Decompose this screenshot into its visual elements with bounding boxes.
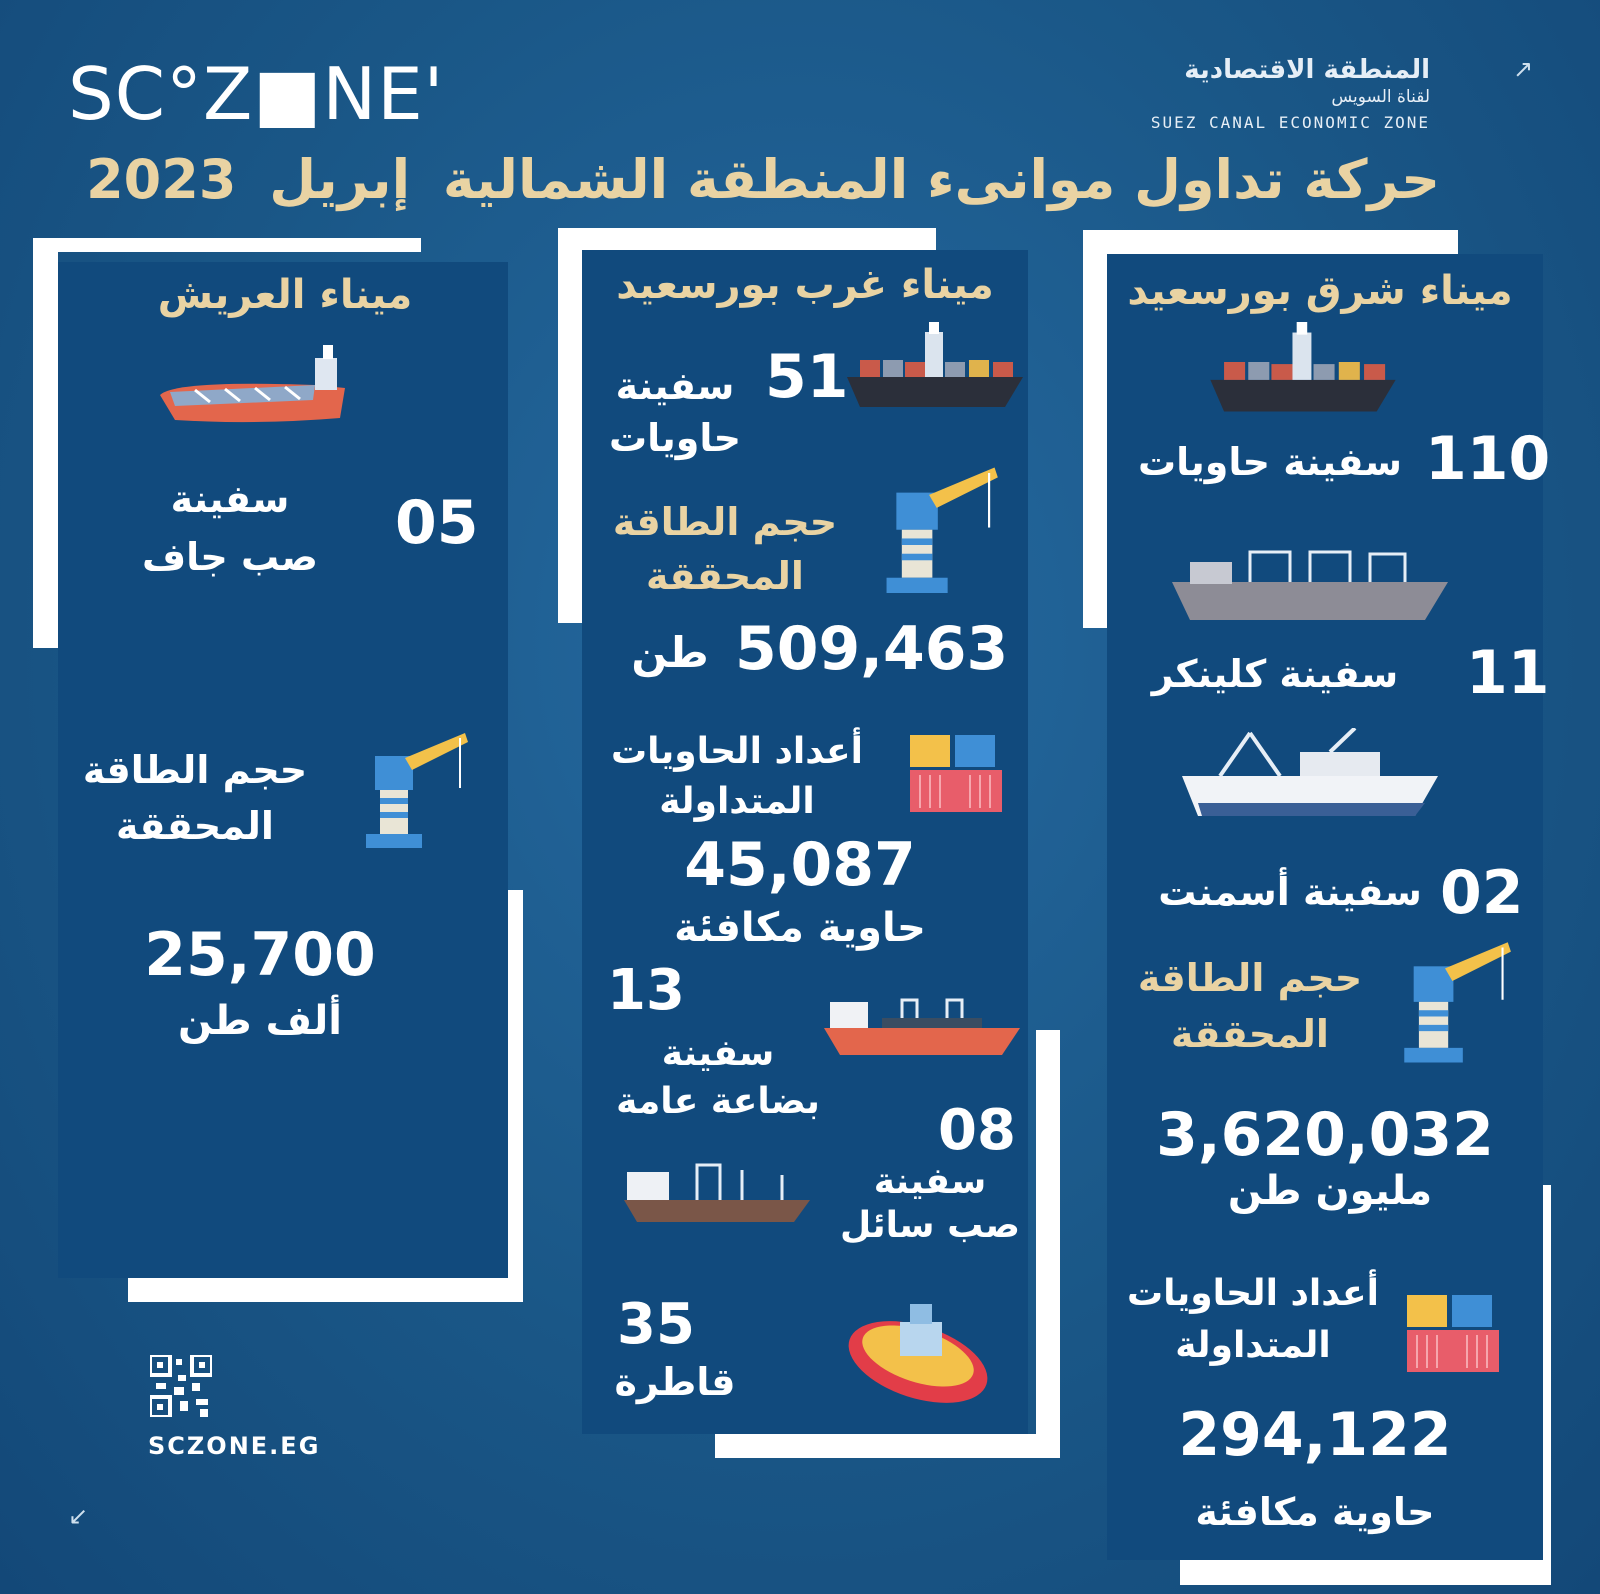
west-general-value: 13 — [607, 958, 685, 1023]
west-containers-label-1: أعداد الحاويات — [611, 731, 863, 772]
frame-bottom-arish — [128, 1278, 523, 1302]
org-name-ar: المنطقة الاقتصادية — [1184, 55, 1430, 85]
west-capacity-unit: طن — [631, 628, 709, 677]
west-containers-label-2: المتداولة — [659, 781, 815, 822]
bulk-carrier-icon — [622, 1160, 812, 1230]
frame-top-east — [1083, 230, 1458, 254]
west-capacity-value: 509,463 — [735, 614, 1009, 684]
west-containers-value: 45,087 — [684, 830, 916, 900]
frame-left-arish — [33, 238, 58, 648]
sczone-logo: SC°Z■NE' — [68, 52, 445, 136]
west-general-label-2: بضاعة عامة — [616, 1081, 820, 1122]
east-containers-label-1: أعداد الحاويات — [1127, 1273, 1379, 1314]
east-capacity-label-2: المحققة — [1171, 1012, 1329, 1056]
frame-left-west — [558, 228, 582, 623]
title-year: 2023 — [86, 148, 237, 211]
west-general-label — [598, 1030, 838, 1126]
west-liquid-label — [825, 1160, 1035, 1248]
qr-code-icon — [150, 1355, 212, 1417]
container-box-icon — [1402, 1290, 1502, 1375]
west-title: ميناء غرب بورسعيد — [616, 262, 994, 308]
crane-icon — [360, 728, 470, 858]
frame-bottom-west — [715, 1434, 1060, 1458]
west-container-ships-label-1: سفينة — [615, 364, 735, 408]
east-clinker-value: 11 — [1466, 638, 1550, 708]
frame-top-arish — [33, 238, 421, 252]
frame-top-west — [558, 228, 936, 250]
org-sub-ar: لقناة السويس — [1331, 87, 1430, 107]
container-ship-icon — [1198, 322, 1408, 422]
title-month: إبريل — [269, 148, 411, 211]
east-cement-label: سفينة أسمنت — [1158, 870, 1422, 914]
container-ship-icon — [845, 322, 1025, 417]
east-capacity-label-1: حجم الطاقة — [1137, 956, 1363, 1000]
east-clinker-label: سفينة كلينكر — [1151, 652, 1399, 696]
arish-ships-label-2: صب جاف — [142, 535, 318, 579]
west-liquid-label-1: سفينة — [873, 1161, 987, 1202]
frame-bottom-east — [1180, 1560, 1551, 1585]
west-liquid-value: 08 — [938, 1098, 1016, 1163]
west-containers-label — [592, 727, 882, 827]
frame-left-east — [1083, 230, 1107, 628]
arish-capacity-label — [70, 742, 320, 854]
website-link[interactable]: SCZONE.EG — [148, 1432, 321, 1460]
east-container-ships-value: 110 — [1425, 424, 1551, 494]
east-capacity-value: 3,620,032 — [1156, 1100, 1494, 1170]
cargo-ship-icon — [1180, 728, 1440, 823]
east-title: ميناء شرق بورسعيد — [1127, 268, 1513, 314]
east-container-ships-label: سفينة حاويات — [1137, 440, 1402, 484]
west-container-ships-value: 51 — [765, 342, 849, 412]
west-tugs-label: قاطرة — [614, 1360, 736, 1404]
org-name-en: SUEZ CANAL ECONOMIC ZONE — [1150, 113, 1430, 132]
bulk-carrier-icon — [1170, 542, 1450, 624]
arish-title: ميناء العريش — [157, 272, 413, 318]
title-main: حركة تداول موانىء المنطقة الشمالية — [442, 148, 1440, 211]
west-capacity-label-1: حجم الطاقة — [612, 500, 838, 544]
arish-capacity-unit: ألف طن — [178, 998, 342, 1044]
arrow-icon: ↙ — [68, 1502, 89, 1530]
east-containers-value: 294,122 — [1178, 1400, 1452, 1470]
west-general-label-1: سفينة — [661, 1033, 775, 1074]
arish-ships-label-1: سفينة — [170, 477, 290, 521]
crane-icon — [880, 458, 1000, 608]
west-tugs-value: 35 — [617, 1292, 695, 1357]
east-containers-unit: حاوية مكافئة — [1195, 1490, 1435, 1534]
east-containers-label — [1108, 1268, 1398, 1372]
west-capacity-label — [600, 495, 850, 603]
bulk-carrier-icon — [155, 340, 365, 440]
east-cement-value: 02 — [1440, 858, 1524, 928]
page-title — [86, 148, 1440, 211]
arish-ships-value: 05 — [395, 488, 479, 558]
arish-capacity-value: 25,700 — [144, 920, 376, 990]
arish-ships-label — [120, 470, 340, 586]
west-container-ships-label — [600, 360, 750, 464]
west-containers-unit: حاوية مكافئة — [674, 905, 926, 951]
arrow-icon: ↗ — [1513, 55, 1534, 83]
frame-right-west — [1036, 1030, 1060, 1458]
east-containers-label-2: المتداولة — [1175, 1325, 1331, 1366]
container-box-icon — [905, 730, 1005, 815]
east-capacity-unit: مليون طن — [1227, 1168, 1433, 1214]
org-logo — [1151, 55, 1430, 132]
west-liquid-label-2: صب سائل — [840, 1205, 1020, 1246]
west-container-ships-label-2: حاويات — [609, 416, 741, 460]
arish-capacity-label-1: حجم الطاقة — [82, 748, 308, 792]
east-capacity-label — [1115, 950, 1385, 1062]
crane-icon — [1398, 935, 1513, 1075]
arish-capacity-label-2: المحققة — [116, 804, 274, 848]
west-capacity-label-2: المحققة — [646, 554, 804, 598]
cargo-ship-icon — [822, 990, 1022, 1060]
tugboat-icon — [840, 1292, 995, 1412]
